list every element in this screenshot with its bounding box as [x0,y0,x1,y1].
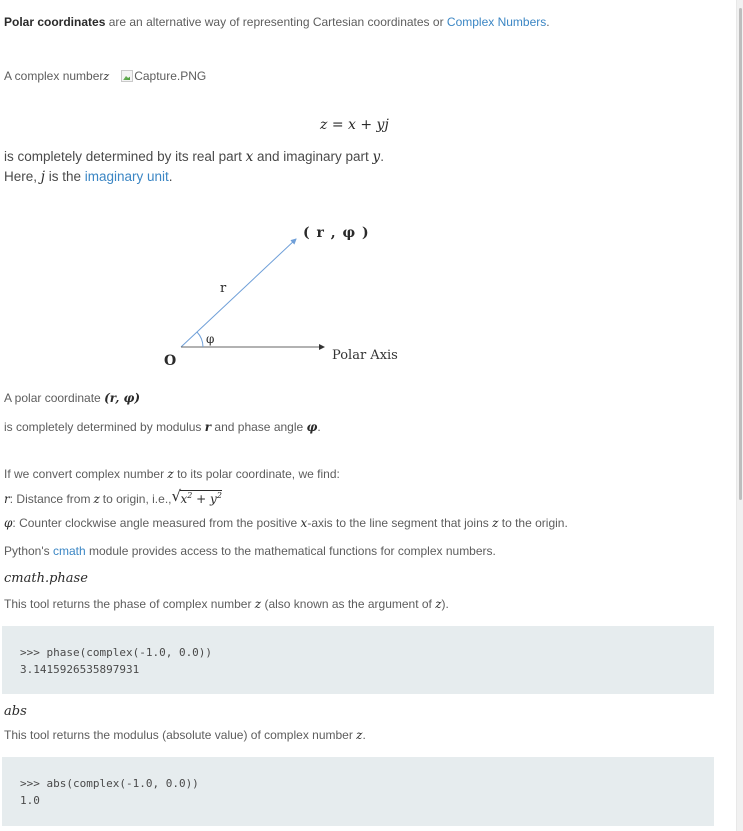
abs-code-block [2,757,714,826]
convert-phi-definition: φ: Counter clockwise angle measured from the positive x-axis to the line segment that joins z to the origin. [4,516,568,530]
determined-line-1: is completely determined by its real part x and imaginary part y. [4,149,384,165]
convert-intro: If we convert complex number z to its polar coordinate, we find: [4,467,340,481]
sqrt-expression: √ $x^2 + y^2$ [171,487,222,506]
code-line: >>> abs(complex(-1.0, 0.0)) [20,777,199,790]
abs-heading: abs [4,704,27,719]
phase-code-block [2,626,714,694]
complex-number-line: A complex number z Capture.PNG [4,69,207,83]
capture-image-broken: Capture.PNG [121,69,206,83]
polar-diagram-svg [150,215,450,380]
angle-arc [197,332,203,347]
vertical-scrollbar[interactable] [736,0,743,831]
polar-diagram [150,215,450,380]
intro-paragraph: Polar coordinates are an alternative way of representing Cartesian coordinates or Complex Numbers. [4,15,550,29]
polar-axis-label: Polar Axis [332,348,398,363]
determined-line-2: Here, j is the imaginary unit. [4,169,173,185]
code-line: 1.0 [20,794,40,807]
origin-label: O [164,353,177,369]
radius-label: r [220,281,227,296]
angle-label: φ [206,332,215,346]
cmath-paragraph: Python's cmath module provides access to the mathematical functions for complex numbers. [4,544,496,558]
radius-ray [181,239,296,347]
polar-coordinate-line-1: A polar coordinate (r, φ) [4,391,141,405]
imaginary-unit-link[interactable]: imaginary unit [84,169,169,184]
complex-numbers-link[interactable]: Complex Numbers [446,15,547,29]
convert-r-definition: r : Distance from z to origin, i.e., √ $x^2 + y^2$ [4,487,222,506]
abs-description: This tool returns the modulus (absolute value) of complex number z. [4,728,366,742]
code-line: 3.1415926535897931 [20,663,140,676]
code-line: >>> phase(complex(-1.0, 0.0)) [20,646,213,659]
cmath-link[interactable]: cmath [52,544,86,558]
broken-image-icon [121,70,133,82]
intro-bold-term: Polar coordinates [4,15,106,29]
point-label: ( r , φ ) [303,225,370,241]
polar-coordinate-line-2: is completely determined by modulus r and phase angle φ. [4,420,321,434]
equation-z-equals-x-plus-yj: z = x + yj [320,117,389,133]
scrollbar-thumb[interactable] [739,8,742,500]
phase-description: This tool returns the phase of complex number z (also known as the argument of z). [4,597,449,611]
phase-heading: cmath.phase [4,571,88,586]
